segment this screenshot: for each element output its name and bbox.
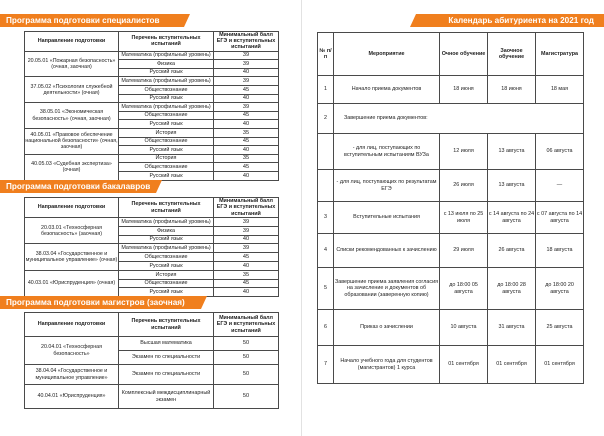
- score-cell: 40: [214, 94, 279, 103]
- date-cell: с 14 августа по 24 августа: [488, 202, 536, 234]
- masters-banner: Программа подготовки магистров (заочная): [0, 296, 201, 309]
- score-cell: 45: [214, 137, 279, 146]
- score-cell: 40: [214, 120, 279, 129]
- exam-cell: Русский язык: [119, 94, 214, 103]
- date-cell: до 18:00 20 августа: [536, 268, 584, 310]
- direction-cell: 37.05.02 «Психология служебной деятельности» (очная): [25, 77, 119, 103]
- date-cell: 12 июля: [440, 134, 488, 170]
- date-cell: 18 июня: [488, 76, 536, 104]
- header-exams: Перечень вступительных испытаний: [119, 32, 214, 52]
- exam-cell: Математика (профильный уровень): [119, 218, 214, 227]
- date-cell: 13 августа: [488, 134, 536, 170]
- direction-cell: 20.04.01 «Техносферная безопасность»: [25, 337, 119, 365]
- row-number: [318, 170, 334, 202]
- table-header-row: [25, 32, 279, 52]
- date-cell: 29 июля: [440, 234, 488, 268]
- score-cell: 40: [214, 235, 279, 244]
- exam-cell: Физика: [119, 226, 214, 235]
- specialists-banner: Программа подготовки специалистов: [0, 14, 184, 27]
- date-cell: 18 мая: [536, 76, 584, 104]
- event-cell: Начало приема документов: [334, 76, 440, 104]
- header-direction: Направление подготовки: [25, 32, 119, 52]
- table-header-row: [25, 198, 279, 218]
- event-cell: Завершение приема заявления согласия на зачисление и документов об образовании (заверенную копию): [334, 268, 440, 310]
- header-event: Мероприятие: [334, 33, 440, 76]
- score-cell: 39: [214, 244, 279, 253]
- exam-cell: Русский язык: [119, 288, 214, 297]
- score-cell: 40: [214, 288, 279, 297]
- score-cell: 40: [214, 146, 279, 155]
- direction-cell: 20.05.01 «Пожарная безопасность» (очная, заочная): [25, 51, 119, 77]
- score-cell: 39: [214, 77, 279, 86]
- date-cell: 01 сентября: [440, 346, 488, 384]
- direction-cell: 38.04.04 «Государственное и муниципальное управление»: [25, 365, 119, 385]
- calendar-row: [318, 346, 584, 384]
- event-cell: Приказ о зачислении: [334, 310, 440, 346]
- date-cell: с 07 августа по 14 августа: [536, 202, 584, 234]
- date-cell: 10 августа: [440, 310, 488, 346]
- header-parttime: Заочное обучение: [488, 33, 536, 76]
- date-cell: —: [536, 170, 584, 202]
- calendar-row: [318, 134, 584, 170]
- score-cell: 45: [214, 253, 279, 262]
- row-number: 6: [318, 310, 334, 346]
- score-cell: 35: [214, 128, 279, 137]
- direction-cell: 20.03.01 «Техносферная безопасность» (заочная): [25, 218, 119, 244]
- header-fulltime: Очное обучение: [440, 33, 488, 76]
- direction-cell: 38.03.04 «Государственное и муниципальное управление» (очная): [25, 244, 119, 270]
- event-cell: - для лиц, поступающих по вступительным испытаниям ВУЗа: [334, 134, 440, 170]
- score-cell: 39: [214, 60, 279, 69]
- date-cell: 18 июня: [440, 76, 488, 104]
- header-exams: Перечень вступительных испытаний: [119, 198, 214, 218]
- calendar-row: [318, 268, 584, 310]
- bachelors-table: [24, 197, 279, 297]
- calendar-row: [318, 170, 584, 202]
- calendar-row: [318, 76, 584, 104]
- exam-cell: Обществознание: [119, 111, 214, 120]
- header-direction: Направление подготовки: [25, 198, 119, 218]
- exam-cell: Русский язык: [119, 261, 214, 270]
- exam-cell: Русский язык: [119, 171, 214, 180]
- date-cell: 06 августа: [536, 134, 584, 170]
- exam-cell: История: [119, 270, 214, 279]
- specialists-table: [24, 31, 279, 181]
- exam-cell: Высшая математика: [119, 337, 214, 351]
- exam-cell: Русский язык: [119, 146, 214, 155]
- table-header-row: [25, 313, 279, 337]
- exam-cell: Обществознание: [119, 137, 214, 146]
- exam-cell: Физика: [119, 60, 214, 69]
- row-number: 4: [318, 234, 334, 268]
- exam-cell: Русский язык: [119, 235, 214, 244]
- event-cell: - для лиц, поступающих по результатам ЕГЭ: [334, 170, 440, 202]
- row-number: 3: [318, 202, 334, 234]
- score-cell: 40: [214, 68, 279, 77]
- masters-table: [24, 312, 279, 409]
- score-cell: 45: [214, 163, 279, 172]
- score-cell: 39: [214, 103, 279, 112]
- exam-cell: Математика (профильный уровень): [119, 244, 214, 253]
- calendar-row: [318, 234, 584, 268]
- date-cell: 18 августа: [536, 234, 584, 268]
- score-cell: 50: [214, 365, 279, 385]
- direction-cell: 40.05.01 «Правовое обеспечение национальной безопасности» (очная, заочная): [25, 128, 119, 154]
- header-masters: Магистратура: [536, 33, 584, 76]
- date-cell: до 18:00 28 августа: [488, 268, 536, 310]
- event-cell: Завершение приема документов:: [334, 104, 584, 134]
- header-direction: Направление подготовки: [25, 313, 119, 337]
- exam-cell: Обществознание: [119, 253, 214, 262]
- score-cell: 50: [214, 337, 279, 351]
- right-page: [302, 0, 604, 436]
- score-cell: 39: [214, 51, 279, 60]
- exam-cell: Обществознание: [119, 85, 214, 94]
- exam-cell: Русский язык: [119, 68, 214, 77]
- event-cell: Списки рекомендованных к зачислению: [334, 234, 440, 268]
- calendar-row: [318, 104, 584, 134]
- exam-cell: Русский язык: [119, 120, 214, 129]
- event-cell: Начало учебного года для студентов (магистрантов) 1 курса: [334, 346, 440, 384]
- date-cell: 25 августа: [536, 310, 584, 346]
- row-number: [318, 134, 334, 170]
- score-cell: 45: [214, 85, 279, 94]
- date-cell: до 18:00 05 августа: [440, 268, 488, 310]
- score-cell: 40: [214, 261, 279, 270]
- exam-cell: Обществознание: [119, 279, 214, 288]
- date-cell: 01 сентября: [488, 346, 536, 384]
- calendar-row: [318, 202, 584, 234]
- direction-cell: 40.03.01 «Юриспруденция» (очная): [25, 270, 119, 296]
- score-cell: 35: [214, 154, 279, 163]
- score-cell: 35: [214, 270, 279, 279]
- exam-cell: Математика (профильный уровень): [119, 51, 214, 60]
- score-cell: 39: [214, 226, 279, 235]
- date-cell: 26 июля: [440, 170, 488, 202]
- date-cell: 26 августа: [488, 234, 536, 268]
- calendar-row: [318, 310, 584, 346]
- score-cell: 40: [214, 171, 279, 180]
- header-min-score: Минимальный балл ЕГЭ и вступительных испытаний: [214, 198, 279, 218]
- exam-cell: История: [119, 128, 214, 137]
- direction-cell: 40.05.03 «Судебная экспертиза» (очная): [25, 154, 119, 180]
- calendar-table: [317, 32, 584, 384]
- exam-cell: Математика (профильный уровень): [119, 77, 214, 86]
- score-cell: 50: [214, 385, 279, 409]
- score-cell: 39: [214, 218, 279, 227]
- score-cell: 45: [214, 279, 279, 288]
- score-cell: 50: [214, 351, 279, 365]
- header-min-score: Минимальный балл ЕГЭ и вступительных испытаний: [214, 32, 279, 52]
- header-exams: Перечень вступительных испытаний: [119, 313, 214, 337]
- row-number: 5: [318, 268, 334, 310]
- calendar-banner: Календарь абитуриента на 2021 год: [416, 14, 604, 27]
- exam-cell: Комплексный междисциплинарный экзамен: [119, 385, 214, 409]
- exam-cell: История: [119, 154, 214, 163]
- header-number: № п/п: [318, 33, 334, 76]
- bachelors-banner: Программа подготовки бакалавров: [0, 180, 156, 193]
- exam-cell: Математика (профильный уровень): [119, 103, 214, 112]
- exam-cell: Экзамен по специальности: [119, 351, 214, 365]
- date-cell: 13 августа: [488, 170, 536, 202]
- row-number: 7: [318, 346, 334, 384]
- date-cell: 01 сентября: [536, 346, 584, 384]
- score-cell: 45: [214, 111, 279, 120]
- exam-cell: Экзамен по специальности: [119, 365, 214, 385]
- header-min-score: Минимальный балл ЕГЭ и вступительных испытаний: [214, 313, 279, 337]
- exam-cell: Обществознание: [119, 163, 214, 172]
- date-cell: с 13 июля по 25 июля: [440, 202, 488, 234]
- date-cell: 31 августа: [488, 310, 536, 346]
- direction-cell: 40.04.01 «Юриспруденция»: [25, 385, 119, 409]
- row-number: 2: [318, 104, 334, 134]
- event-cell: Вступительные испытания: [334, 202, 440, 234]
- table-header-row: [318, 33, 584, 76]
- direction-cell: 38.05.01 «Экономическая безопасность» (очная, заочная): [25, 103, 119, 129]
- row-number: 1: [318, 76, 334, 104]
